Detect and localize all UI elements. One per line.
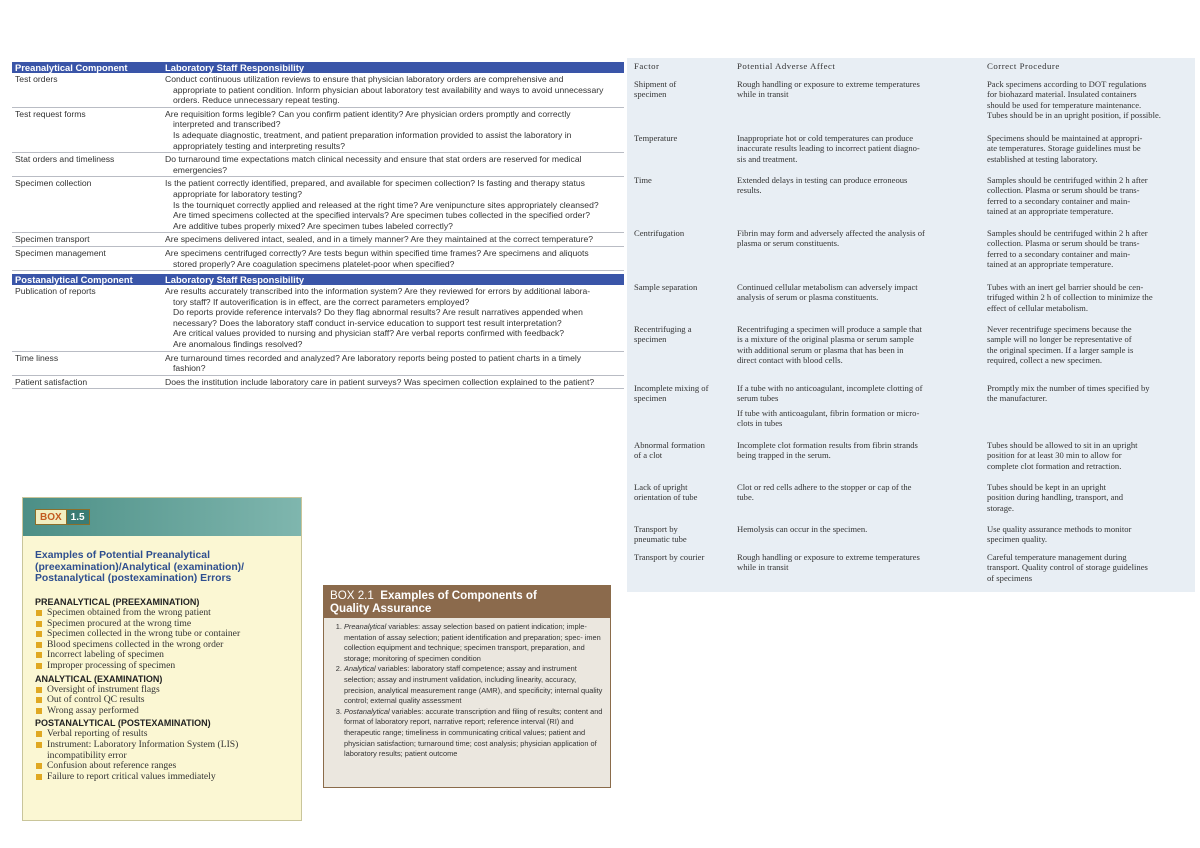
responsibility-line: Does the institution include laboratory care in patient surveys? Was specimen collection explained to the patient? [165,376,595,387]
row-adverse-affect [735,324,985,366]
row-correct-procedure [985,383,1195,429]
cell-line: Samples should be centrifuged within 2 h after [987,175,1148,185]
factor-header-row [627,58,1195,74]
cell-line: orientation of tube [634,492,698,503]
error-text: Blood specimens collected in the wrong order [47,638,224,650]
row-responsibility [165,377,624,388]
box-title-line: Postanalytical (postexamination) Errors [35,573,232,585]
row-correct-procedure [985,482,1195,513]
preanalytical-header-row [12,62,624,73]
error-text: Specimen collected in the wrong tube or container [47,628,241,640]
error-text: Instrument: Laboratory Information System (LIS) incompatibility error [47,738,239,761]
row-correct-procedure [985,133,1195,164]
bullet-square-icon [36,610,42,616]
responsibility-line: orders. Reduce unnecessary repeat testing. [173,95,340,106]
qa-components-list [324,622,610,760]
box-title-line2: Quality Assurance [330,602,432,615]
responsibility-line: Do turnaround time expectations match clinical necessity and ensure that stat orders are reserved for medical [165,154,582,165]
table-row [12,177,624,233]
cell-line: If tube with anticoagulant, fibrin formation or micro- [737,407,920,418]
row-responsibility [165,353,624,374]
cell-line: Specimens should be maintained at appropri- [987,133,1143,143]
cell-line: clots in tubes [737,418,783,429]
responsibility-line: necessary? Does the laboratory staff conduct in-service education to support test result interpretation? [173,317,562,328]
header-component: Preanalytical Component [15,62,128,73]
cell-line: Tubes with an inert gel barrier should be cen- [987,282,1144,292]
header-responsibility: Laboratory Staff Responsibility [165,62,305,73]
responsibility-line: Are additive tubes properly mixed? Are specimen tubes labeled correctly? [173,220,453,231]
row-component: Time liness [15,352,59,363]
cell-line: position during handling, transport, and [987,492,1124,503]
cell-line: Promptly mix the number of times specified by [987,383,1150,393]
responsibility-line: Are results accurately transcribed into the information system? Are they reviewed for errors by additional labora- [165,286,591,297]
cell-line: Use quality assurance methods to monitor [987,524,1132,534]
cell-line: collection. Plasma or serum should be trans- [987,238,1140,249]
responsibility-line: interpreted and transcribed? [173,119,281,130]
row-responsibility [165,74,624,106]
cell-line: Careful temperature management during [987,552,1127,562]
cell-line: while in transit [737,89,789,100]
row-factor [627,228,735,270]
bullet-square-icon [36,763,42,769]
cell-line: Sample separation [634,282,698,292]
qa-component-label: Preanalytical [344,622,387,631]
row-adverse-affect [735,482,985,513]
box-body [35,595,297,782]
bullet-square-icon [36,774,42,780]
postanalytical-header-row [12,274,624,285]
cell-line: Inappropriate hot or cold temperatures can produce [737,133,914,143]
row-factor [627,79,735,121]
bullet-square-icon [36,742,42,748]
row-correct-procedure [985,79,1195,121]
table-row [627,552,1195,583]
row-factor [627,175,735,217]
cell-line: tube. [737,492,754,503]
row-component: Publication of reports [15,286,96,297]
error-text: Specimen obtained from the wrong patient [47,607,211,618]
responsibility-line: appropriate to patient condition. Inform physician about laboratory test availability and ways to avoid unnecessary [173,84,604,95]
cell-line: for biohazard material. Insulated containers [987,89,1137,100]
responsibility-line: emergencies? [173,164,227,175]
row-correct-procedure [985,440,1195,471]
row-factor [627,440,735,471]
cell-line: serum tubes [737,393,779,404]
error-list-item [35,740,297,761]
row-factor [627,552,735,583]
table-row [12,376,624,390]
table-row [12,247,624,271]
table-row [627,524,1195,545]
box-number: BOX 2.1 [330,589,374,602]
cell-line: ferred to a secondary container and main- [987,195,1131,206]
cell-line: specimen [634,89,667,100]
responsibility-line: Are specimens centrifuged correctly? Are tests begun within specified time frames? Are specimens and aliquots [165,247,589,258]
row-component: Stat orders and timeliness [15,154,115,165]
qa-component-item [344,622,604,664]
error-text: Out of control QC results [47,694,145,706]
responsibility-line: Conduct continuous utilization reviews to ensure that physician laboratory orders are comprehensive and [165,74,564,84]
cell-line: Incomplete clot formation results from fibrin strands [737,440,918,450]
responsibility-line: Do reports provide reference intervals? Do they flag abnormal results? Are result narratives appended when [173,307,583,318]
responsibility-line: fashion? [173,363,206,374]
row-correct-procedure [985,524,1195,545]
box-2-1 [323,585,611,788]
cell-line: Time [634,175,652,185]
table-row [627,440,1195,471]
cell-line: the original specimen. If a larger sample is [987,344,1134,355]
cell-line: analysis of serum or plasma constituents. [737,292,879,303]
bullet-square-icon [36,663,42,669]
cell-line: results. [737,185,762,196]
cell-line: Samples should be centrifuged within 2 h after [987,228,1148,238]
cell-line: ferred to a secondary container and main- [987,248,1131,259]
table-row [12,352,624,376]
header-responsibility: Laboratory Staff Responsibility [165,274,305,286]
header-factor: Factor [634,61,660,71]
cell-line: with additional serum or plasma that has been in [737,344,904,355]
row-correct-procedure [985,552,1195,583]
row-component: Test request forms [15,108,86,119]
staff-responsibility-table [12,62,624,389]
cell-line: sample will no longer be representative of [987,334,1132,345]
row-factor [627,324,735,366]
header-component: Postanalytical Component [15,274,133,286]
row-responsibility [165,234,624,245]
cell-line: Lack of upright [634,482,688,492]
cell-line: Tubes should be kept in an upright [987,482,1107,492]
transport-factor-table [627,58,1195,592]
bullet-square-icon [36,652,42,658]
cell-line: Continued cellular metabolism can adversely impact [737,282,918,292]
error-text: Specimen procured at the wrong time [47,617,192,629]
box-title-line: (preexamination)/Analytical (examination)/ [35,561,245,573]
cell-line: collection. Plasma or serum should be trans- [987,185,1140,196]
cell-line: of a clot [634,450,663,461]
responsibility-line: appropriately testing and interpreting results? [173,140,345,151]
header-adverse-affect: Potential Adverse Affect [737,61,836,71]
cell-line: the manufacturer. [987,393,1048,404]
table-row [627,79,1195,121]
box-title [35,550,297,585]
cell-line: If a tube with no anticoagulant, incomplete clotting of [737,383,923,393]
row-correct-procedure [985,175,1195,217]
cell-line: Fibrin may form and adversely affected the analysis of [737,228,925,238]
row-factor [627,383,735,429]
cell-line: Shipment of [634,79,677,89]
responsibility-line: Are critical values provided to nursing and physician staff? Are verbal reports confirmed with feedback? [173,328,565,339]
row-component: Specimen collection [15,178,92,189]
section-heading: ANALYTICAL (EXAMINATION) [35,673,163,684]
row-component: Specimen management [15,247,106,258]
cell-line: sis and treatment. [737,153,798,164]
box-tag-label: BOX [35,509,67,525]
row-correct-procedure [985,282,1195,313]
row-component: Test orders [15,74,58,84]
qa-component-item [344,664,604,706]
responsibility-line: Is the tourniquet correctly applied and released at the right time? Are venipuncture sites appropriately cleansed? [173,199,599,210]
table-row [627,324,1195,366]
error-text: Failure to report critical values immediately [47,770,216,782]
error-list-item [35,706,297,717]
responsibility-line: Are specimens delivered intact, sealed, and in a timely manner? Are they maintained at the correct temperature? [165,234,594,245]
cell-line: position for at least 30 min to allow for [987,450,1122,461]
box-title-line: Examples of Potential Preanalytical [35,550,210,561]
cell-line: pneumatic tube [634,534,687,545]
cell-line: Tubes should be in an upright position, if possible. [987,110,1161,121]
bullet-square-icon [36,708,42,714]
table-row [12,108,624,153]
cell-line: specimen [634,334,667,345]
table-row [12,153,624,177]
row-adverse-affect [735,228,985,270]
cell-line: effect of cellular metabolism. [987,302,1089,313]
row-adverse-affect [735,133,985,164]
row-component: Patient satisfaction [15,376,88,387]
qa-component-label: Postanalytical [344,706,390,716]
cell-line: Hemolysis can occur in the specimen. [737,524,868,534]
error-text: Improper processing of specimen [47,659,176,671]
qa-component-label: Analytical [344,664,376,674]
box-tag-number: 1.5 [67,509,90,525]
cell-line: Transport by courier [634,552,705,562]
cell-line: direct contact with blood cells. [737,355,843,366]
row-adverse-affect [735,383,985,429]
table-row [627,383,1195,429]
cell-line: being trapped in the serum. [737,450,831,461]
responsibility-line: Is adequate diagnostic, treatment, and patient preparation information provided to assist the laboratory in [173,129,572,140]
cell-line: Rough handling or exposure to extreme temperatures [737,79,920,89]
error-list-item [35,772,297,783]
table-row [12,73,624,108]
cell-line: Recentrifuging a [634,324,692,334]
cell-line: Centrifugation [634,228,685,238]
responsibility-line: Are timed specimens collected at the specified intervals? Are specimen tubes collected in the specified order? [173,210,591,221]
table-row [627,282,1195,313]
bullet-square-icon [36,687,42,693]
table-row [627,175,1195,217]
error-text: Confusion about reference ranges [47,760,177,772]
cell-line: Rough handling or exposure to extreme temperatures [737,552,920,562]
box-tag [35,509,90,525]
cell-line: trifuged within 2 h of collection to minimize the [987,292,1153,303]
error-text: Wrong assay performed [47,704,139,716]
row-responsibility [165,154,624,175]
row-component: Specimen transport [15,234,90,245]
cell-line: Pack specimens according to DOT regulations [987,79,1147,89]
qa-component-text: variables: assay selection based on patient indication; imple- mentation of assay selection; patient identification and preparation; spec- imen collection equipment and technique; specimen transport, preparation, and storage; monitoring of specimen condition [344,622,601,663]
bullet-square-icon [36,631,42,637]
cell-line: specimen [634,393,667,404]
cell-line: Extended delays in testing can produce erroneous [737,175,908,185]
row-factor [627,482,735,513]
cell-line: Transport by [634,524,678,534]
cell-line: while in transit [737,562,789,573]
table-row [627,228,1195,270]
bullet-square-icon [36,697,42,703]
cell-line: storage. [987,502,1014,513]
cell-line: Tubes should be allowed to sit in an upright [987,440,1138,450]
error-text: Verbal reporting of results [47,728,148,740]
cell-line: Abnormal formation [634,440,705,450]
bullet-square-icon [36,642,42,648]
cell-line: Never recentrifuge specimens because the [987,324,1132,334]
section-heading: POSTANALYTICAL (POSTEXAMINATION) [35,718,211,729]
responsibility-line: stored properly? Are coagulation specimens platelet-poor when specified? [173,258,455,269]
section-heading: PREANALYTICAL (PREEXAMINATION) [35,597,200,607]
box-1-5 [22,497,302,821]
cell-line: of specimens [987,572,1033,583]
cell-line: ate temperatures. Storage guidelines must be [987,143,1141,154]
row-responsibility [165,248,624,269]
row-adverse-affect [735,282,985,313]
row-adverse-affect [735,79,985,121]
cell-line: inaccurate results leading to incorrect patient diagno- [737,143,920,154]
cell-line: required, collect a new specimen. [987,355,1103,366]
cell-line: Incomplete mixing of [634,383,709,393]
row-correct-procedure [985,324,1195,366]
cell-line: Clot or red cells adhere to the stopper or cap of the [737,482,912,492]
qa-component-text: variables: laboratory staff competence; assay and instrument selection; assay and instrument validation, including linearity, accuracy, precision, analytical measurement range (AMR), and specificity; internal quality control; external quality assessment [344,664,603,706]
row-factor [627,282,735,313]
responsibility-line: Is the patient correctly identified, prepared, and available for specimen collection? Is fasting and therapy status [165,178,585,189]
row-responsibility [165,178,624,231]
cell-line: Temperature [634,133,678,143]
row-adverse-affect [735,552,985,583]
error-text: Oversight of instrument flags [47,683,160,695]
row-adverse-affect [735,440,985,471]
cell-line: specimen quality. [987,534,1048,545]
responsibility-line: Are turnaround times recorded and analyzed? Are laboratory reports being posted to patient charts in a timely [165,352,582,363]
cell-line: Recentrifuging a specimen will produce a sample that [737,324,922,334]
cell-line: transport. Quality control of storage guidelines [987,562,1148,573]
table-row [12,233,624,247]
error-text: Incorrect labeling of specimen [47,649,164,661]
cell-line: should be used for temperature maintenance. [987,99,1142,110]
bullet-square-icon [36,731,42,737]
row-factor [627,524,735,545]
table-row [12,285,624,352]
cell-line: tained at an appropriate temperature. [987,259,1114,270]
row-responsibility [165,109,624,151]
row-factor [627,133,735,164]
responsibility-line: appropriate for laboratory testing? [173,188,302,199]
qa-component-text: variables: accurate transcription and filing of results; content and format of laboratory report, narrative report; reference interval (RI) and therapeutic range; timeliness in communicating critical values; patient and physician satisfaction; turnaround time; cost analysis; physician application of laboratory results; patient outcome [344,706,603,759]
box-title: Examples of Components of [380,589,537,602]
row-adverse-affect [735,175,985,217]
row-correct-procedure [985,228,1195,270]
responsibility-line: Are anomalous findings resolved? [173,339,303,350]
responsibility-line: Are requisition forms legible? Can you confirm patient identity? Are physician orders promptly and correctly [165,108,571,119]
responsibility-line: tory staff? If autoverification is in effect, are the correct parameters employed? [173,296,470,307]
header-correct-procedure: Correct Procedure [987,61,1060,71]
box-heading [324,586,610,618]
table-row [627,133,1195,164]
table-row [627,482,1195,513]
row-responsibility [165,286,624,350]
cell-line: tained at an appropriate temperature. [987,206,1114,217]
cell-line: complete clot formation and retraction. [987,460,1122,471]
bullet-square-icon [36,621,42,627]
qa-component-item [344,707,604,760]
cell-line: established at testing laboratory. [987,153,1098,164]
row-adverse-affect [735,524,985,545]
cell-line: is a mixture of the original plasma or serum sample [737,334,914,345]
cell-line: plasma or serum constituents. [737,238,840,249]
error-list-item [35,661,297,672]
